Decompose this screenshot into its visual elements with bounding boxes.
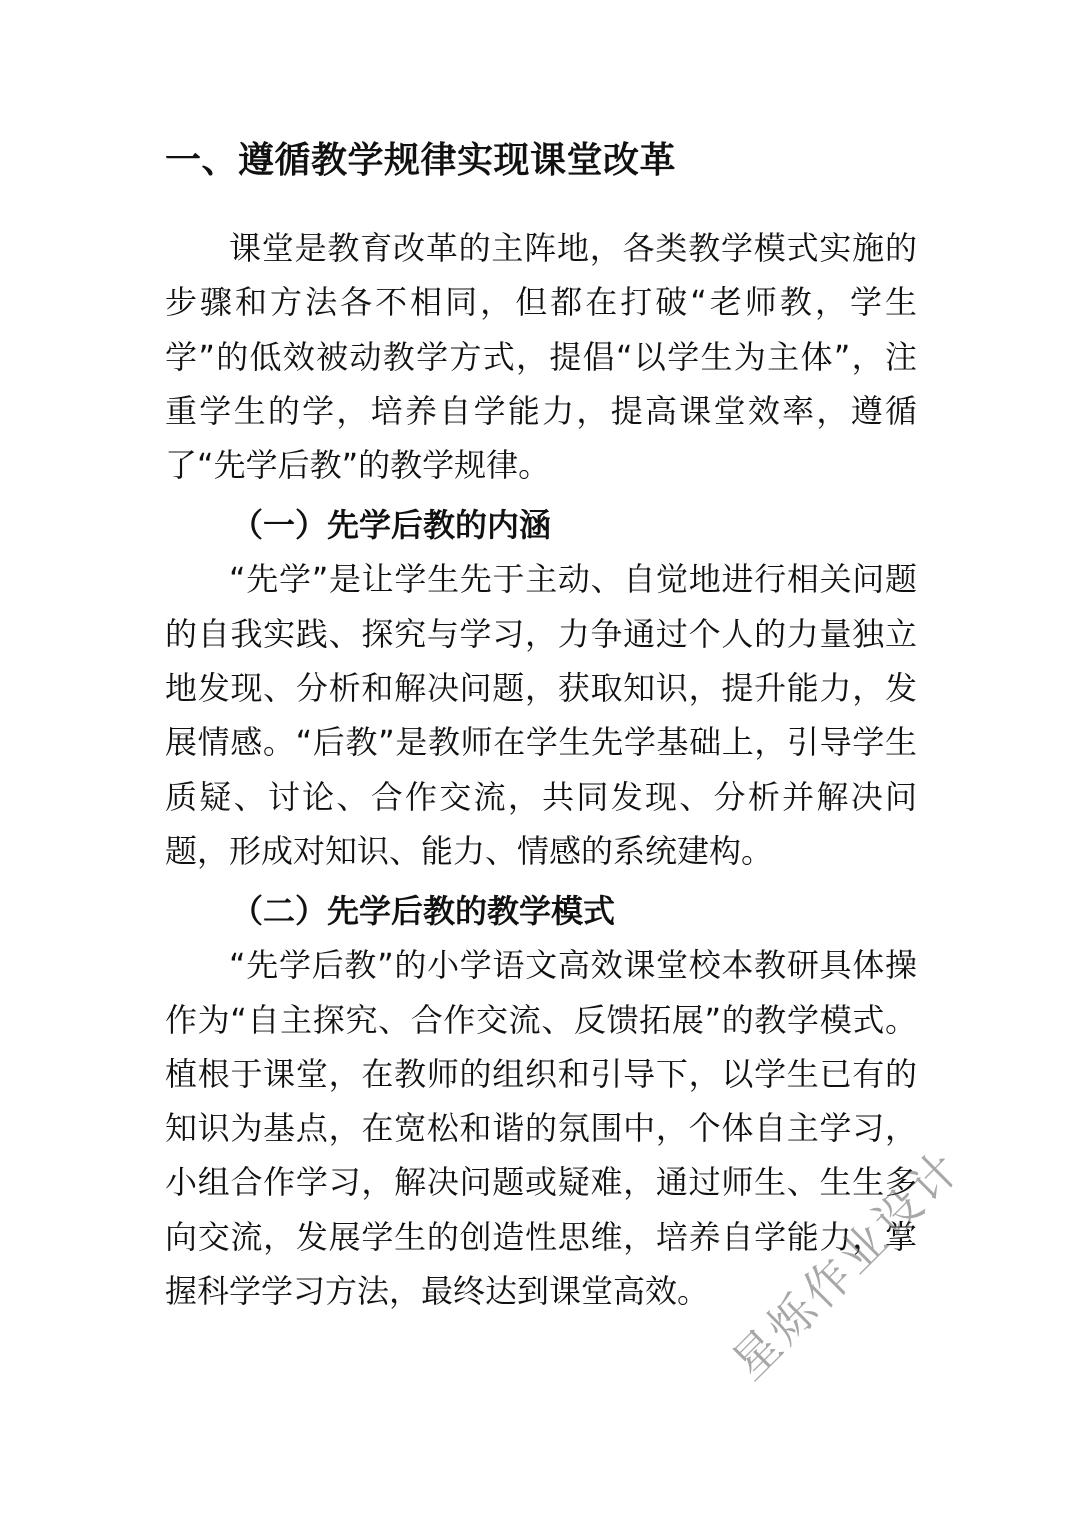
- document-page: [165, 134, 917, 1318]
- section-title: 一、遵循教学规律实现课堂改革: [165, 140, 677, 181]
- subsection-body-2: “先学后教”的小学语文高效课堂校本教研具体操作为“自主探究、合作交流、反馈拓展”的教学模式。植根于课堂，在教师的组织和引导下，以学生已有的知识为基点，在宽松和谐的氛围中，个体自主学习，小组合作学习，解决问题或疑难，通过师生、生生多向交流，发展学生的创造性思维，培养自学能力，掌握科学学习方法，最终达到课堂高效。: [165, 946, 917, 1311]
- subsection-body-1: “先学”是让学生先于主动、自觉地进行相关问题的自我实践、探究与学习，力争通过个人的力量独立地发现、分析和解决问题，获取知识，提升能力，发展情感。“后教”是教师在学生先学基础上，引导学生质疑、讨论、合作交流，共同发现、分析并解决问题，形成对知识、能力、情感的系统建构。: [165, 560, 917, 870]
- watermark: 星烁作业设计: [721, 1139, 972, 1390]
- subsection-title-1: （一）先学后教的内涵: [231, 506, 552, 545]
- subsection-title-2: （二）先学后教的教学模式: [231, 892, 616, 931]
- intro-paragraph: 课堂是教育改革的主阵地，各类教学模式实施的步骤和方法各不相同，但都在打破“老师教，学生学”的低效被动教学方式，提倡“以学生为主体”，注重学生的学，培养自学能力，提高课堂效率，遵循了“先学后教”的教学规律。: [165, 229, 917, 485]
